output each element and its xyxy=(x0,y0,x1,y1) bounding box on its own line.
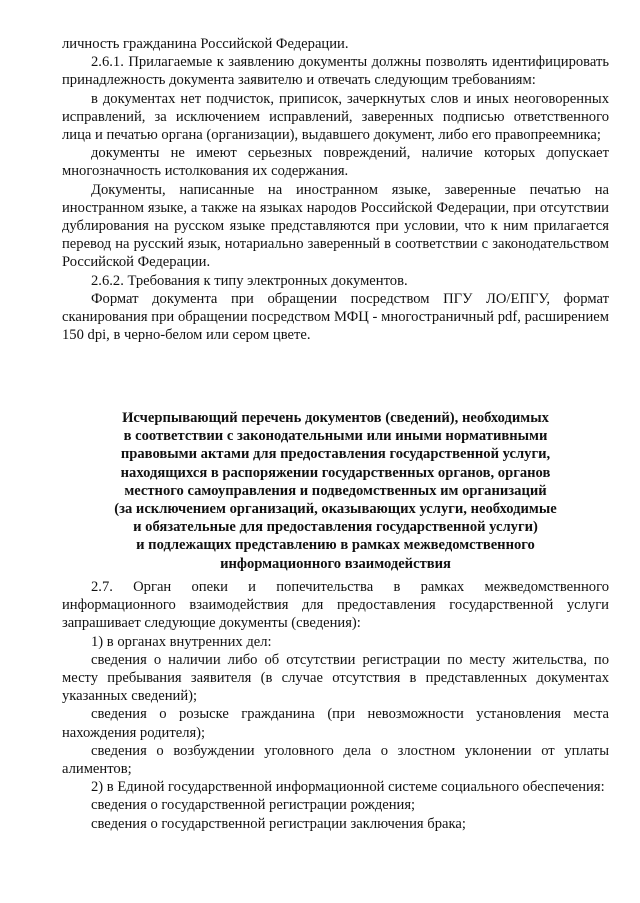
paragraph: сведения о возбуждении уголовного дела о злостном уклонении от уплаты алиментов; xyxy=(62,742,609,778)
paragraph: 2.7. Орган опеки и попечительства в рамках межведомственного информационного взаимодействия для предоставления государственной услуги запрашивает следующие документы (сведения): xyxy=(62,579,609,632)
paragraph: 2.6.2. Требования к типу электронных документов. xyxy=(91,272,408,289)
paragraph: Документы, написанные на иностранном языке, заверенные печатью на иностранном языке, а также на языках народов Российской Федерации, при отсутствии дублирования на русском языке представляются при условии, что к ним прилагается перевод на русский язык, нотариально заверенный в соответствии с законодательством Российской Федерации. xyxy=(62,181,609,271)
section-heading xyxy=(62,409,609,573)
heading-line: Исчерпывающий перечень документов (сведений), необходимых xyxy=(122,410,549,426)
paragraph: личность гражданина Российской Федерации. xyxy=(62,36,349,52)
heading-line: правовыми актами для предоставления государственной услуги, xyxy=(120,446,551,463)
paragraph: Формат документа при обращении посредством ПГУ ЛО/ЕПГУ, формат сканирования при обращении посредством МФЦ - многостраничный pdf, расширением 150 dpi, в черно-белом или сером цвете. xyxy=(62,290,609,344)
body-text-bottom xyxy=(62,578,609,833)
body-text-top xyxy=(62,35,609,344)
heading-line: информационного взаимодействия xyxy=(220,555,451,572)
heading-line: местного самоуправления и подведомственных им организаций xyxy=(124,482,547,499)
paragraph: 2) в Единой государственной информационной системе социального обеспечения: xyxy=(91,779,605,796)
paragraph: сведения о наличии либо об отсутствии регистрации по месту жительства, по месту пребывания заявителя (в случае отсутствия в представленных документах указанных сведений); xyxy=(62,651,609,705)
paragraph: сведения о государственной регистрации рождения; xyxy=(91,797,416,814)
paragraph: 1) в органах внутренних дел: xyxy=(91,633,272,650)
heading-line: и подлежащих представлению в рамках межведомственного xyxy=(136,537,535,554)
heading-line: и обязательные для предоставления государственной услуги) xyxy=(133,519,538,536)
paragraph: документы не имеют серьезных повреждений, наличие которых допускает многозначность истолкования их содержания. xyxy=(62,145,609,180)
heading-line: в соответствии с законодательными или иными нормативными xyxy=(123,428,548,445)
paragraph: в документах нет подчисток, приписок, зачеркнутых слов и иных неоговоренных исправлений, за исключением исправлений, заверенных подписью ответственного лица и печатью органа (организации), выдавшего документ, либо его правопреемника; xyxy=(62,90,609,144)
heading-line: находящихся в распоряжении государственных органов, органов xyxy=(120,464,551,481)
paragraph: сведения о государственной регистрации заключения брака; xyxy=(91,815,466,832)
heading-line: (за исключением организаций, оказывающих услуги, необходимые xyxy=(114,501,557,518)
paragraph: 2.6.1. Прилагаемые к заявлению документы должны позволять идентифицировать принадлежность документа заявителю и отвечать следующим требованиям: xyxy=(62,54,609,89)
paragraph: сведения о розыске гражданина (при невозможности установления места нахождения родителя); xyxy=(62,706,609,741)
